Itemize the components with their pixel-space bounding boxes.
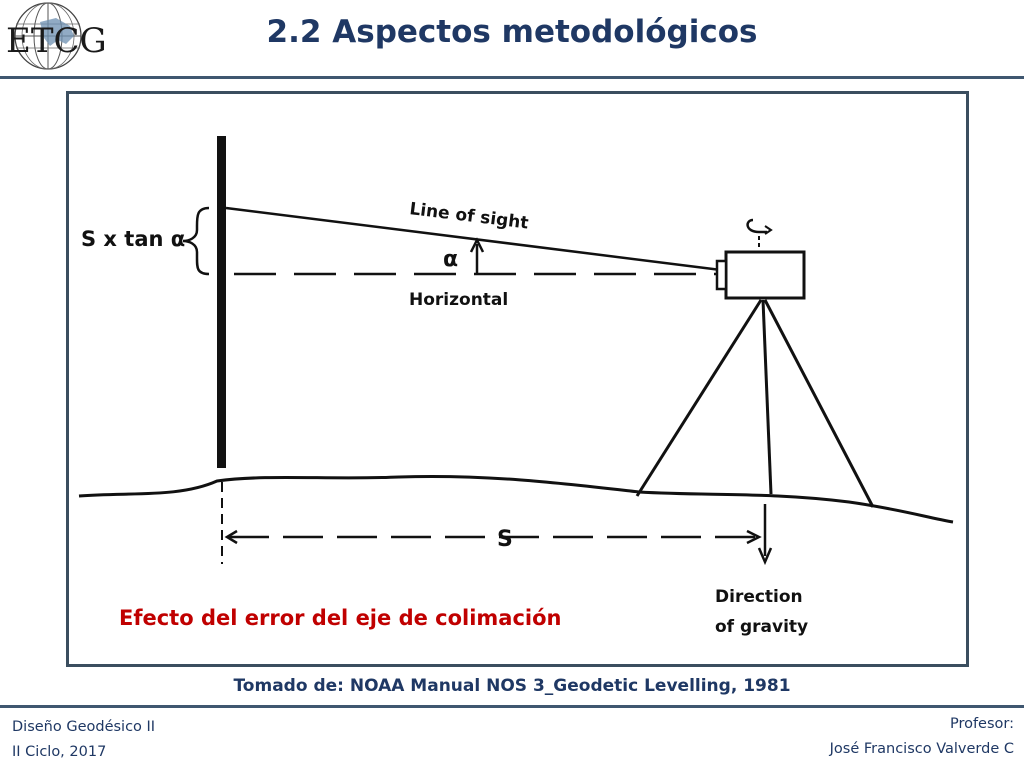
leveling-rod: [217, 136, 226, 468]
professor-label: Profesor:: [949, 716, 1014, 732]
tripod: [637, 300, 873, 507]
page-title: 2.2 Aspectos metodológicos: [266, 14, 758, 50]
bottom-divider: [0, 705, 1024, 708]
brace: [183, 208, 209, 274]
figure-caption: Efecto del error del eje de colimación: [119, 606, 562, 630]
label-line-of-sight: Line of sight: [408, 199, 530, 234]
footer-professor-info: [830, 712, 1014, 762]
label-horizontal: Horizontal: [409, 290, 509, 310]
footer-course-info: [12, 715, 155, 765]
collimation-diagram: [69, 94, 960, 658]
label-distance: S: [497, 527, 513, 552]
label-direction-line1: Direction: [715, 587, 803, 607]
course-name: Diseño Geodésico II: [12, 719, 156, 735]
course-term: II Ciclo, 2017: [12, 744, 107, 760]
instrument-eyepiece: [717, 261, 726, 289]
level-instrument: [726, 252, 804, 298]
bubble-vial-icon: [748, 220, 771, 250]
source-note: Tomado de: NOAA Manual NOS 3_Geodetic Levelling, 1981: [233, 676, 791, 696]
label-direction-line2: of gravity: [715, 617, 809, 637]
label-alpha: α: [443, 247, 459, 272]
label-s-tan-alpha: S x tan α: [81, 227, 186, 251]
logo-text: ETCG: [6, 21, 107, 61]
professor-name: José Francisco Valverde C: [829, 741, 1014, 757]
top-divider: [0, 76, 1024, 79]
ground-line: [79, 476, 953, 522]
figure-frame: [66, 91, 969, 667]
